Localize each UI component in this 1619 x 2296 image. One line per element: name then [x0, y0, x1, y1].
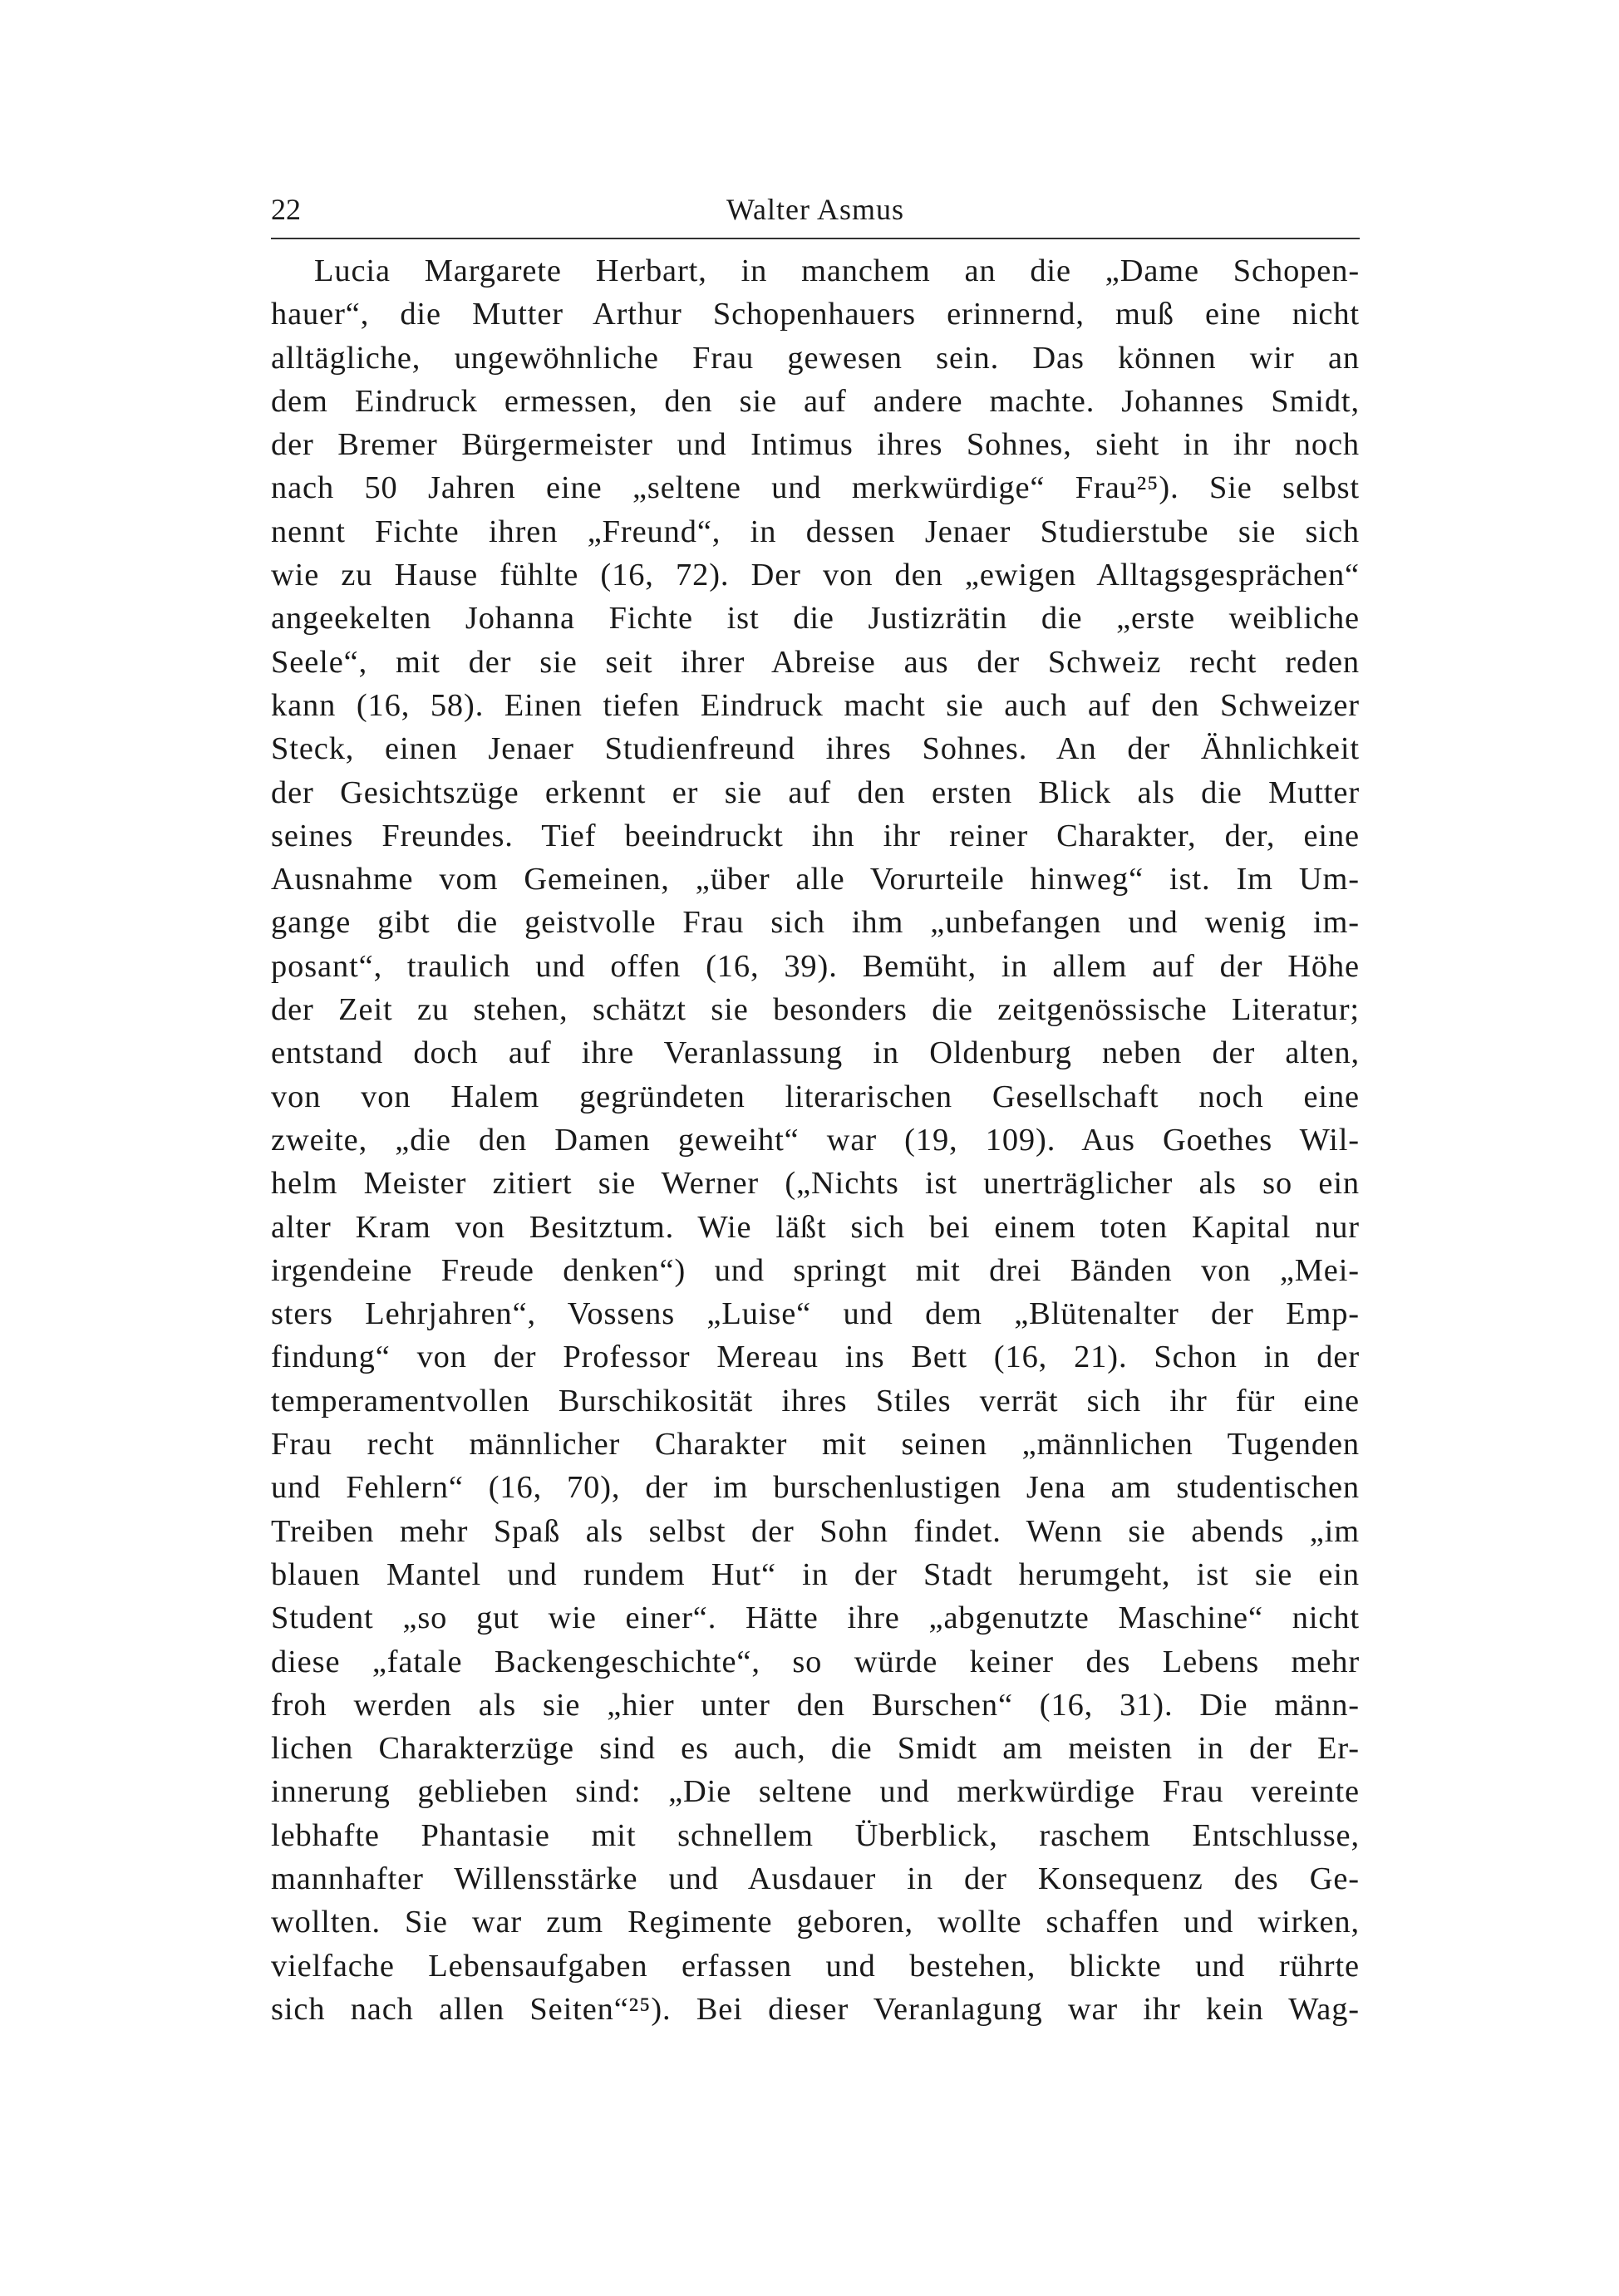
text-line: dem Eindruck ermessen, den sie auf andere machte. Johannes Smidt,: [271, 383, 1360, 419]
text-line: vielfache Lebensaufgaben erfassen und bestehen, blickte und rührte: [271, 1948, 1360, 1984]
header-rule: [271, 238, 1360, 239]
text-line: angeekelten Johanna Fichte ist die Justizrätin die „erste weibliche: [271, 601, 1360, 637]
text-line: wollten. Sie war zum Regimente geboren, wollte schaffen und wirken,: [271, 1905, 1360, 1940]
text-line: Lucia Margarete Herbart, in manchem an die „Dame Schopen-: [314, 253, 1360, 288]
text-line: gange gibt die geistvolle Frau sich ihm „unbefangen und wenig im-: [271, 905, 1360, 941]
text-line: findung“ von der Professor Mereau ins Bett (16, 21). Schon in der: [271, 1340, 1360, 1375]
text-line: diese „fatale Backengeschichte“, so würde keiner des Lebens mehr: [271, 1644, 1360, 1679]
text-line: froh werden als sie „hier unter den Burschen“ (16, 31). Die männ-: [271, 1687, 1360, 1723]
text-line: kann (16, 58). Einen tiefen Eindruck macht sie auch auf den Schweizer: [271, 687, 1360, 723]
page-number: 22: [271, 193, 301, 226]
text-line: sich nach allen Seiten“²⁵). Bei dieser Veranlagung war ihr kein Wag-: [271, 1991, 1360, 2027]
text-line: lebhafte Phantasie mit schnellem Überblick, raschem Entschlusse,: [271, 1817, 1360, 1853]
text-line: wie zu Hause fühlte (16, 72). Der von den „ewigen Alltagsgesprächen“: [271, 558, 1360, 593]
running-head: [271, 184, 1360, 234]
text-line: der Bremer Bürgermeister und Intimus ihres Sohnes, sieht in ihr noch: [271, 427, 1360, 463]
text-line: blauen Mantel und rundem Hut“ in der Stadt herumgeht, ist sie ein: [271, 1556, 1360, 1592]
text-line: nach 50 Jahren eine „seltene und merkwürdige“ Frau²⁵). Sie selbst: [271, 470, 1360, 506]
text-line: Student „so gut wie einer“. Hätte ihre „abgenutzte Maschine“ nicht: [271, 1600, 1360, 1636]
text-line: alltägliche, ungewöhnliche Frau gewesen sein. Das können wir an: [271, 340, 1360, 376]
text-line: Treiben mehr Spaß als selbst der Sohn findet. Wenn sie abends „im: [271, 1513, 1360, 1549]
text-line: temperamentvollen Burschikosität ihres Stiles verrät sich ihr für eine: [271, 1383, 1360, 1418]
text-line: Seele“, mit der sie seit ihrer Abreise aus der Schweiz recht reden: [271, 644, 1360, 680]
text-line: posant“, traulich und offen (16, 39). Bemüht, in allem auf der Höhe: [271, 948, 1360, 984]
text-line: der Zeit zu stehen, schätzt sie besonders die zeitgenössische Literatur;: [271, 992, 1360, 1028]
text-line: und Fehlern“ (16, 70), der im burschenlustigen Jena am studentischen: [271, 1470, 1360, 1506]
text-line: innerung geblieben sind: „Die seltene und merkwürdige Frau vereinte: [271, 1774, 1360, 1810]
text-line: lichen Charakterzüge sind es auch, die Smidt am meisten in der Er-: [271, 1731, 1360, 1767]
text-line: seines Freundes. Tief beeindruckt ihn ihr reiner Charakter, der, eine: [271, 818, 1360, 853]
text-line: Ausnahme vom Gemeinen, „über alle Vorurteile hinweg“ ist. Im Um-: [271, 862, 1360, 897]
text-line: alter Kram von Besitztum. Wie läßt sich bei einem toten Kapital nur: [271, 1209, 1360, 1245]
text-line: der Gesichtszüge erkennt er sie auf den ersten Blick als die Mutter: [271, 774, 1360, 810]
body-paragraph: [271, 249, 1360, 2031]
text-line: hauer“, die Mutter Arthur Schopenhauers erinnernd, muß eine nicht: [271, 297, 1360, 332]
text-line: helm Meister zitiert sie Werner („Nichts ist unerträglicher als so ein: [271, 1166, 1360, 1202]
text-line: Frau recht männlicher Charakter mit seinen „männlichen Tugenden: [271, 1427, 1360, 1463]
text-line: entstand doch auf ihre Veranlassung in Oldenburg neben der alten,: [271, 1035, 1360, 1071]
text-line: irgendeine Freude denken“) und springt mit drei Bänden von „Mei-: [271, 1252, 1360, 1288]
text-line: nennt Fichte ihren „Freund“, in dessen Jenaer Studierstube sie sich: [271, 514, 1360, 549]
text-line: mannhafter Willensstärke und Ausdauer in der Konsequenz des Ge-: [271, 1861, 1360, 1896]
running-title: Walter Asmus: [726, 193, 905, 226]
text-line: zweite, „die den Damen geweiht“ war (19, 109). Aus Goethes Wil-: [271, 1122, 1360, 1158]
text-line: Steck, einen Jenaer Studienfreund ihres Sohnes. An der Ähnlichkeit: [271, 731, 1360, 767]
text-line: von von Halem gegründeten literarischen Gesellschaft noch eine: [271, 1079, 1360, 1114]
text-line: sters Lehrjahren“, Vossens „Luise“ und dem „Blütenalter der Emp-: [271, 1296, 1360, 1332]
